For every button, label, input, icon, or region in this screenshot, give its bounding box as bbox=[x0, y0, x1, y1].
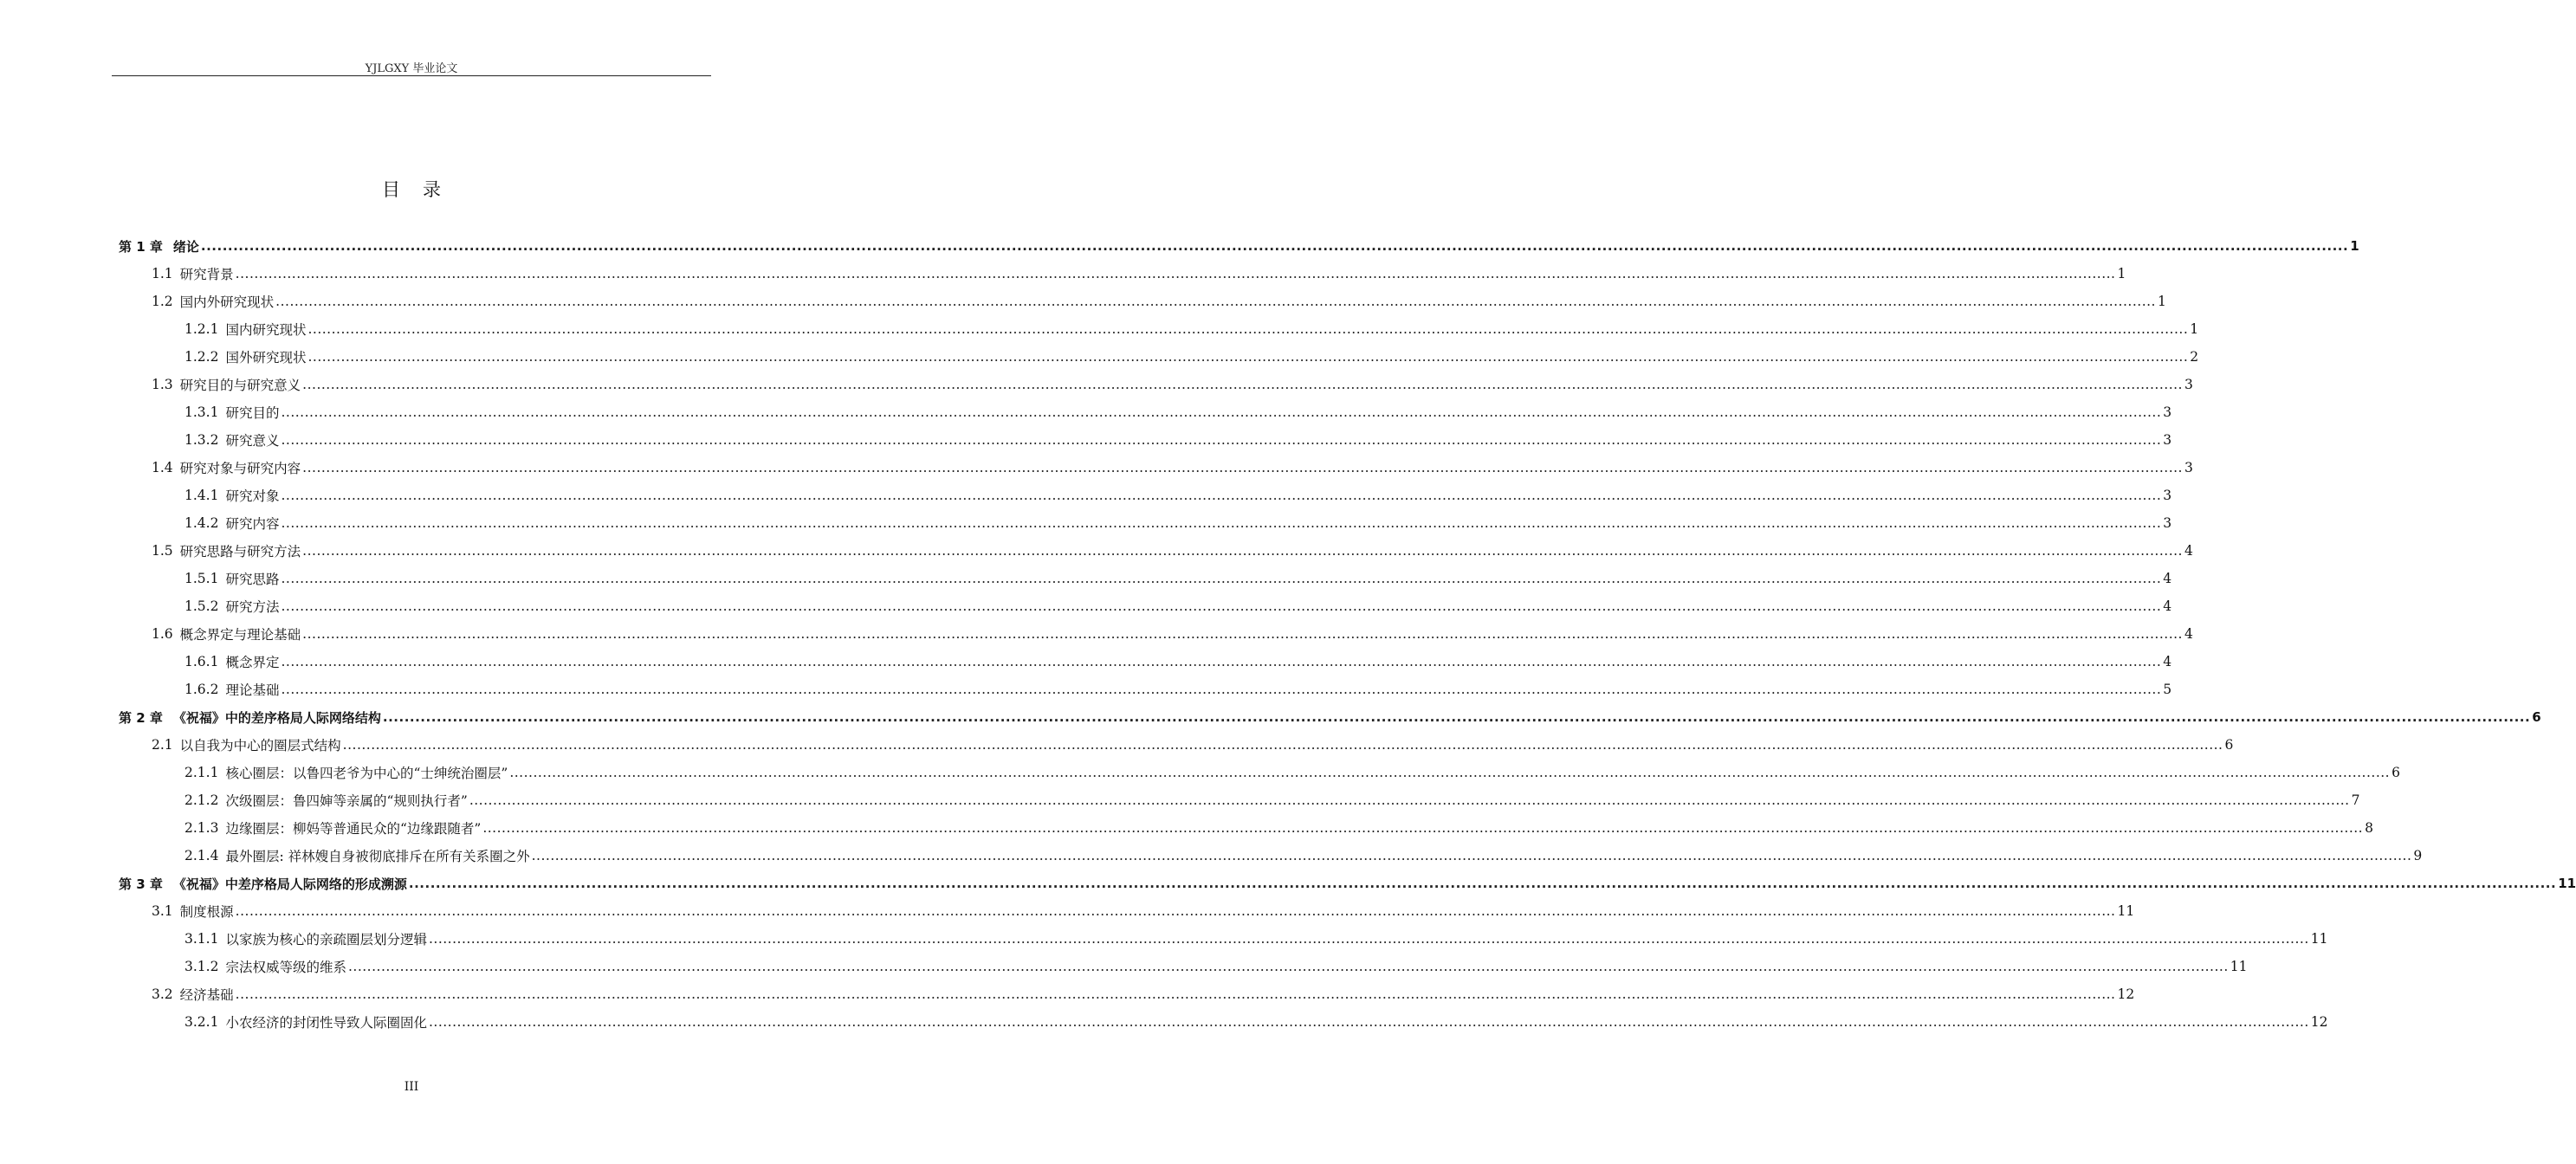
toc-entry-number: 3.1.1 bbox=[184, 931, 219, 947]
toc-title: 目录 bbox=[382, 179, 463, 200]
toc-entry-number: 1.3 bbox=[152, 377, 173, 392]
toc-entry-number: 3.1.2 bbox=[184, 959, 219, 974]
toc-entry[interactable] bbox=[0, 288, 2166, 315]
toc-entry[interactable] bbox=[0, 676, 2172, 703]
toc-leader-dots: ................................................................................................................................................................................................................................................................................................................................................................................................................ bbox=[531, 848, 2412, 863]
toc-entry-page: 5 bbox=[2163, 682, 2172, 697]
footer-page-number: III bbox=[404, 1080, 419, 1094]
toc-leader-dots: ................................................................................................................................................................................................................................................................................................................................................................................................................ bbox=[235, 266, 2116, 281]
toc-leader-dots: ................................................................................................................................................................................................................................................................................................................................................................................................................ bbox=[302, 460, 2183, 475]
toc-entry-label: 小农经济的封闭性导致人际圈固化 bbox=[225, 1015, 427, 1031]
toc-entry-label: 研究方法 bbox=[225, 599, 280, 615]
toc-entry-page: 11 bbox=[2310, 931, 2328, 947]
toc-entry-page: 6 bbox=[2532, 709, 2541, 725]
toc-entry-number: 1.4.2 bbox=[184, 515, 219, 531]
toc-entry-label: 概念界定 bbox=[225, 655, 280, 670]
toc-entry-page: 1 bbox=[2190, 321, 2199, 337]
toc-entry-page: 8 bbox=[2365, 820, 2373, 836]
toc-entry-page: 3 bbox=[2163, 515, 2172, 531]
toc-entry[interactable] bbox=[0, 454, 2193, 482]
toc-entry-label: 宗法权威等级的维系 bbox=[225, 960, 346, 975]
toc-entry-page: 7 bbox=[2351, 792, 2360, 808]
toc-entry-number: 2.1 bbox=[152, 737, 173, 753]
toc-leader-dots: ................................................................................................................................................................................................................................................................................................................................................................................................................ bbox=[235, 903, 2116, 919]
header-rule bbox=[112, 75, 711, 76]
toc-entry-label: 国内研究现状 bbox=[225, 322, 307, 338]
toc-entry[interactable] bbox=[0, 814, 2373, 842]
toc-entry-number: 第 3 章 bbox=[119, 876, 163, 892]
toc-leader-dots: ................................................................................................................................................................................................................................................................................................................................................................................................................ bbox=[281, 432, 2162, 448]
toc-entry[interactable] bbox=[0, 731, 2234, 759]
toc-entry-page: 3 bbox=[2184, 460, 2193, 475]
toc-leader-dots: ................................................................................................................................................................................................................................................................................................................................................................................................................ bbox=[281, 488, 2162, 503]
toc-leader-dots: ................................................................................................................................................................................................................................................................................................................................................................................................................ bbox=[347, 959, 2229, 974]
toc-entry-number: 2.1.1 bbox=[184, 765, 219, 780]
toc-entry[interactable] bbox=[0, 842, 2423, 870]
toc-entry-label: 研究内容 bbox=[225, 516, 280, 532]
toc-entry-page: 4 bbox=[2163, 654, 2172, 669]
toc-entry-page: 6 bbox=[2392, 765, 2400, 780]
toc-entry-number: 2.1.3 bbox=[184, 820, 219, 836]
toc-entry[interactable] bbox=[0, 482, 2172, 509]
toc-leader-dots: ................................................................................................................................................................................................................................................................................................................................................................................................................ bbox=[281, 682, 2162, 697]
toc-entry[interactable] bbox=[0, 620, 2193, 648]
toc-entry[interactable] bbox=[0, 565, 2172, 592]
toc-entry-label: 边缘圈层：柳妈等普通民众的“边缘跟随者” bbox=[225, 821, 482, 837]
toc-entry-number: 2.1.2 bbox=[184, 792, 219, 808]
toc-entry-label: 概念界定与理论基础 bbox=[179, 627, 301, 643]
toc-entry[interactable] bbox=[0, 980, 2135, 1008]
toc-entry-page: 3 bbox=[2163, 432, 2172, 448]
toc-entry[interactable] bbox=[0, 759, 2400, 786]
toc-entry-number: 1.2.2 bbox=[184, 349, 219, 365]
toc-leader-dots: ................................................................................................................................................................................................................................................................................................................................................................................................................ bbox=[509, 765, 2391, 780]
toc-leader-dots: ................................................................................................................................................................................................................................................................................................................................................................................................................ bbox=[235, 986, 2116, 1002]
toc-leader-dots: ................................................................................................................................................................................................................................................................................................................................................................................................................ bbox=[408, 876, 2557, 891]
toc-entry-page: 1 bbox=[2350, 238, 2359, 254]
toc-entry-label: 研究背景 bbox=[179, 267, 234, 282]
toc-entry-number: 1.6.2 bbox=[184, 682, 219, 697]
toc-entry-number: 第 1 章 bbox=[119, 238, 163, 255]
toc-entry-number: 1.2 bbox=[152, 294, 173, 309]
toc-entry[interactable] bbox=[0, 371, 2193, 398]
toc-entry[interactable] bbox=[0, 592, 2172, 620]
toc-entry-number: 1.4.1 bbox=[184, 488, 219, 503]
toc-entry-label: 《祝福》中差序格局人际网络的形成溯源 bbox=[172, 876, 407, 892]
toc-entry-page: 4 bbox=[2163, 598, 2172, 614]
toc-entry-page: 1 bbox=[2157, 294, 2166, 309]
toc-leader-dots: ................................................................................................................................................................................................................................................................................................................................................................................................................ bbox=[342, 737, 2223, 753]
toc-entry-label: 理论基础 bbox=[225, 682, 280, 698]
toc-entry-number: 1.1 bbox=[152, 266, 173, 281]
toc-entry-page: 3 bbox=[2163, 404, 2172, 420]
toc-entry-page: 4 bbox=[2163, 571, 2172, 586]
toc-entry-label: 经济基础 bbox=[179, 987, 234, 1003]
toc-leader-dots: ................................................................................................................................................................................................................................................................................................................................................................................................................ bbox=[281, 654, 2162, 669]
toc-entry-number: 1.3.2 bbox=[184, 432, 219, 448]
toc-entry-page: 6 bbox=[2224, 737, 2234, 753]
toc-entry-number: 1.2.1 bbox=[184, 321, 219, 337]
toc-leader-dots: ................................................................................................................................................................................................................................................................................................................................................................................................................ bbox=[281, 598, 2162, 614]
toc-entry[interactable] bbox=[0, 260, 2126, 288]
toc-entry-label: 以自我为中心的圈层式结构 bbox=[179, 738, 341, 753]
toc-entry-page: 12 bbox=[2310, 1014, 2328, 1030]
toc-entry[interactable] bbox=[0, 537, 2193, 565]
toc-entry-label: 国内外研究现状 bbox=[179, 294, 275, 310]
toc-entry-number: 3.2.1 bbox=[184, 1014, 219, 1030]
toc-entry-page: 12 bbox=[2117, 986, 2135, 1002]
toc-entry[interactable] bbox=[0, 1008, 2328, 1036]
toc-entry-number: 3.1 bbox=[152, 903, 173, 919]
toc-entry-number: 1.3.1 bbox=[184, 404, 219, 420]
toc-leader-dots: ................................................................................................................................................................................................................................................................................................................................................................................................................ bbox=[382, 709, 2531, 725]
toc-entry[interactable] bbox=[0, 315, 2199, 343]
toc-leader-dots: ................................................................................................................................................................................................................................................................................................................................................................................................................ bbox=[281, 515, 2162, 531]
toc-entry-label: 国外研究现状 bbox=[225, 350, 307, 365]
toc-entry-page: 11 bbox=[2230, 959, 2248, 974]
toc-entry-label: 核心圈层：以鲁四老爷为中心的“士绅统治圈层” bbox=[225, 766, 508, 781]
toc-leader-dots: ................................................................................................................................................................................................................................................................................................................................................................................................................ bbox=[281, 571, 2162, 586]
toc-entry[interactable] bbox=[0, 426, 2172, 454]
toc-entry-label: 研究对象与研究内容 bbox=[179, 461, 301, 476]
toc-leader-dots: ................................................................................................................................................................................................................................................................................................................................................................................................................ bbox=[428, 931, 2309, 947]
toc-leader-dots: ................................................................................................................................................................................................................................................................................................................................................................................................................ bbox=[275, 294, 2156, 309]
toc-entry-number: 第 2 章 bbox=[119, 709, 163, 726]
toc-entry-number: 1.6 bbox=[152, 626, 173, 642]
toc-entry-label: 制度根源 bbox=[179, 904, 234, 920]
toc-entry-label: 研究目的与研究意义 bbox=[179, 378, 301, 393]
toc-entry-number: 1.5.1 bbox=[184, 571, 219, 586]
toc-entry[interactable] bbox=[0, 786, 2360, 814]
toc-entry-page: 2 bbox=[2190, 349, 2199, 365]
toc-entry[interactable] bbox=[0, 870, 2576, 897]
toc-entry-label: 《祝福》中的差序格局人际网络结构 bbox=[172, 709, 381, 726]
toc-leader-dots: ................................................................................................................................................................................................................................................................................................................................................................................................................ bbox=[302, 626, 2183, 642]
toc-entry[interactable] bbox=[0, 953, 2248, 980]
toc-entry-number: 1.5 bbox=[152, 543, 173, 559]
toc-entry-label: 研究思路与研究方法 bbox=[179, 544, 301, 559]
toc-entry-number: 1.4 bbox=[152, 460, 173, 475]
toc-leader-dots: ................................................................................................................................................................................................................................................................................................................................................................................................................ bbox=[281, 404, 2162, 420]
toc-entry-page: 4 bbox=[2184, 543, 2193, 559]
toc-entry-page: 1 bbox=[2117, 266, 2126, 281]
toc-entry-page: 4 bbox=[2184, 626, 2193, 642]
toc-entry-number: 1.6.1 bbox=[184, 654, 219, 669]
toc-leader-dots: ................................................................................................................................................................................................................................................................................................................................................................................................................ bbox=[469, 792, 2350, 808]
toc-leader-dots: ................................................................................................................................................................................................................................................................................................................................................................................................................ bbox=[200, 238, 2349, 254]
toc-entry-label: 研究目的 bbox=[225, 405, 280, 421]
table-of-contents bbox=[0, 232, 2576, 1036]
toc-entry-page: 11 bbox=[2558, 876, 2576, 891]
toc-entry-number: 3.2 bbox=[152, 986, 173, 1002]
toc-entry[interactable] bbox=[0, 343, 2199, 371]
toc-entry-label: 研究意义 bbox=[225, 433, 280, 449]
toc-entry-label: 研究对象 bbox=[225, 488, 280, 504]
toc-entry[interactable] bbox=[0, 703, 2541, 731]
toc-entry-label: 绪论 bbox=[172, 238, 199, 255]
page-header: YJLGXY 毕业论文 bbox=[365, 62, 458, 75]
toc-leader-dots: ................................................................................................................................................................................................................................................................................................................................................................................................................ bbox=[307, 349, 2189, 365]
toc-leader-dots: ................................................................................................................................................................................................................................................................................................................................................................................................................ bbox=[307, 321, 2189, 337]
toc-entry-page: 11 bbox=[2117, 903, 2135, 919]
toc-entry-label: 次级圈层：鲁四婶等亲属的“规则执行者” bbox=[225, 793, 468, 809]
toc-leader-dots: ................................................................................................................................................................................................................................................................................................................................................................................................................ bbox=[302, 377, 2183, 392]
toc-entry[interactable] bbox=[0, 925, 2328, 953]
toc-leader-dots: ................................................................................................................................................................................................................................................................................................................................................................................................................ bbox=[482, 820, 2364, 836]
toc-entry[interactable] bbox=[0, 232, 2359, 260]
toc-leader-dots: ................................................................................................................................................................................................................................................................................................................................................................................................................ bbox=[302, 543, 2183, 559]
toc-leader-dots: ................................................................................................................................................................................................................................................................................................................................................................................................................ bbox=[428, 1014, 2309, 1030]
toc-entry[interactable] bbox=[0, 509, 2172, 537]
toc-entry-label: 最外圈层: 祥林嫂自身被彻底排斥在所有关系圈之外 bbox=[225, 849, 530, 864]
toc-entry[interactable] bbox=[0, 897, 2135, 925]
toc-entry-page: 9 bbox=[2413, 848, 2423, 863]
toc-entry-number: 1.5.2 bbox=[184, 598, 219, 614]
toc-entry[interactable] bbox=[0, 398, 2172, 426]
toc-entry-label: 研究思路 bbox=[225, 572, 280, 587]
toc-entry[interactable] bbox=[0, 648, 2172, 676]
toc-entry-number: 2.1.4 bbox=[184, 848, 219, 863]
toc-entry-page: 3 bbox=[2184, 377, 2193, 392]
toc-entry-page: 3 bbox=[2163, 488, 2172, 503]
toc-entry-label: 以家族为核心的亲疏圈层划分逻辑 bbox=[225, 932, 427, 947]
